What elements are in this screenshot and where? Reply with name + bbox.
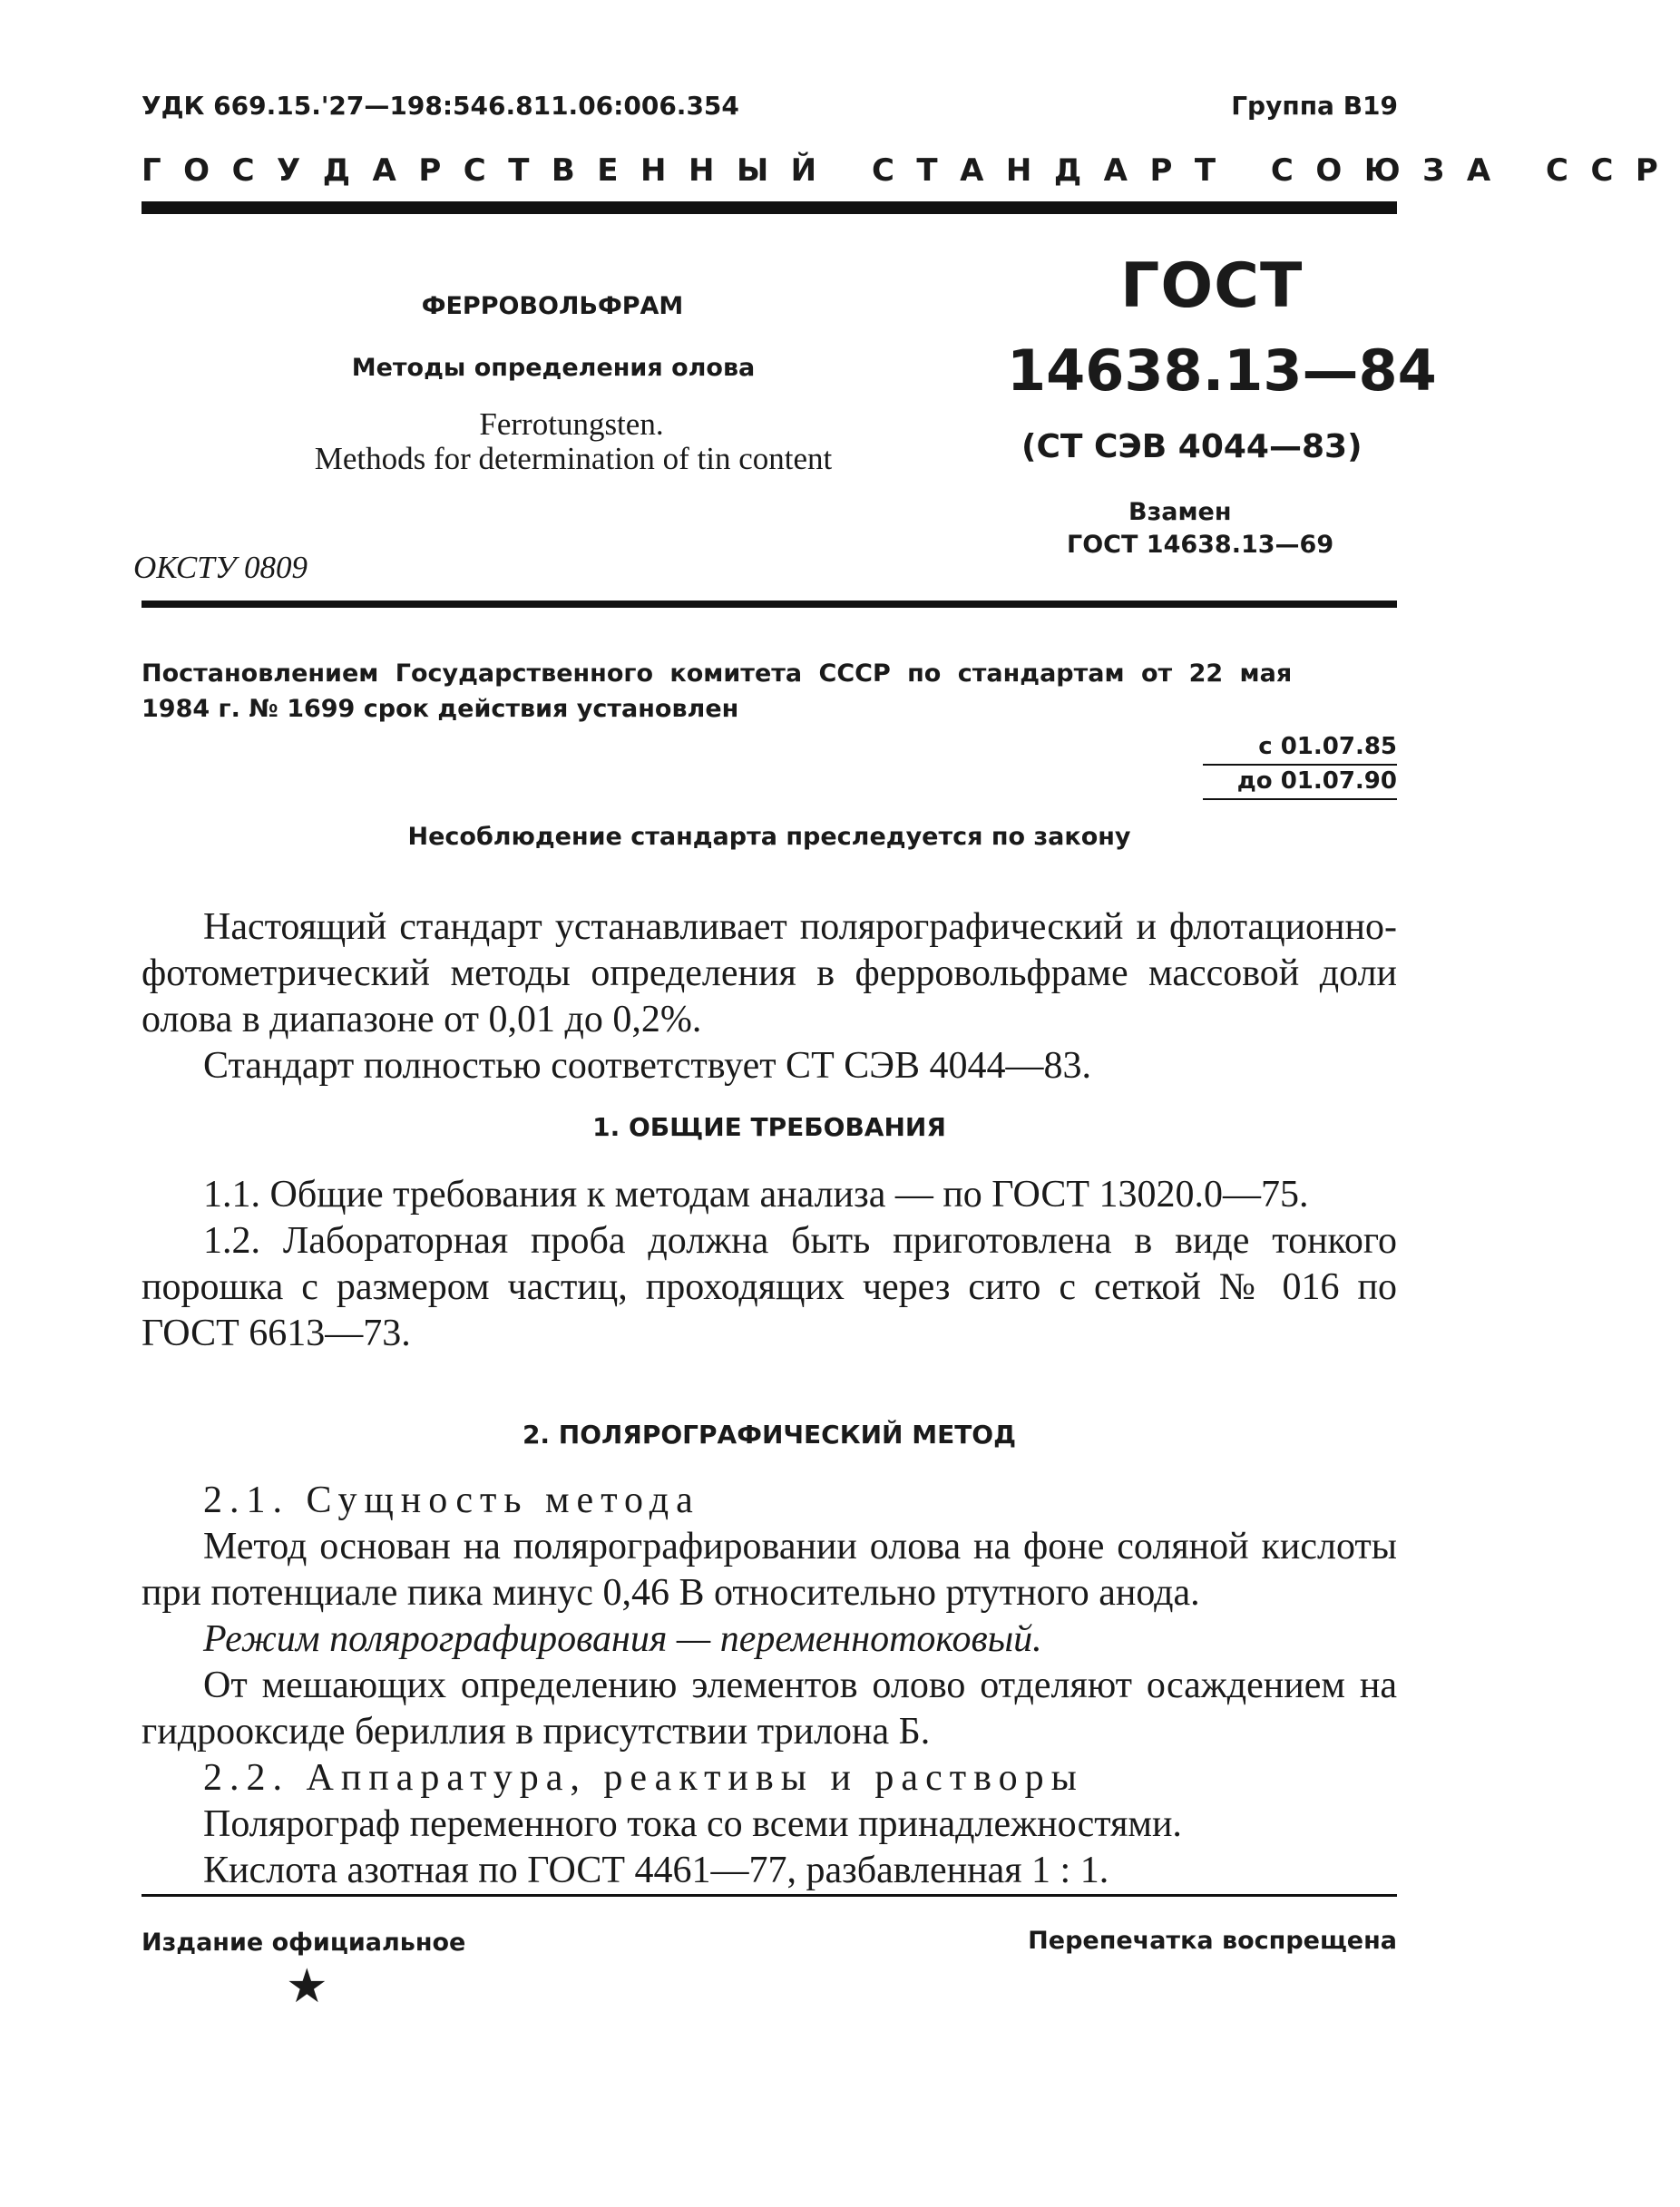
official-edition: Издание официальное [142, 1929, 466, 1957]
english-title-line1: Ferrotungsten. [479, 406, 664, 442]
gost-number: 14638.13—84 [1007, 337, 1437, 404]
section-2-heading: 2. ПОЛЯРОГРАФИЧЕСКИЙ МЕТОД [522, 1420, 1017, 1450]
replaces-standard: ГОСТ 14638.13—69 [1067, 531, 1334, 559]
validity-rule-2 [1203, 798, 1397, 800]
intro-paragraph: Настоящий стандарт устанавливает полярографический и флотационно-фотометрический методы определения в ферровольфраме массовой доли олова в диапазоне от 0,01 до 0,2%. [142, 906, 1397, 1040]
legal-warning: Несоблюдение стандарта преследуется по закону [407, 823, 1131, 851]
gost-label: ГОСТ [1120, 250, 1304, 322]
intro-block [142, 904, 1397, 1089]
clause-2-1-title: 2.1. Сущность метода [203, 1479, 700, 1521]
conformity-paragraph: Стандарт полностью соответствует СТ СЭВ 4044—83. [203, 1045, 1091, 1087]
clause-1-2: 1.2. Лабораторная проба должна быть приготовлена в виде тонкого порошка с размером частиц, проходящих через сито с сеткой № 016 по ГОСТ 6613—73. [142, 1220, 1397, 1354]
validity-rule-1 [1203, 764, 1397, 766]
clause-2-2-nitric-acid: Кислота азотная по ГОСТ 4461—77, разбавленная 1 : 1. [203, 1850, 1109, 1891]
star-icon: ★ [286, 1959, 328, 2014]
validity-from: с 01.07.85 [1258, 733, 1397, 760]
reprint-prohibited: Перепечатка воспрещена [1028, 1927, 1397, 1955]
clause-2-1-mode: Режим полярографирования — переменнотоковый. [203, 1618, 1042, 1660]
group-code: Группа В19 [1231, 91, 1398, 121]
st-sev-reference: (СТ СЭВ 4044—83) [1021, 428, 1363, 465]
section-1-heading: 1. ОБЩИЕ ТРЕБОВАНИЯ [592, 1112, 946, 1142]
clause-1-1: 1.1. Общие требования к методам анализа — по ГОСТ 13020.0—75. [203, 1174, 1309, 1216]
okstu-code: ОКСТУ 0809 [133, 550, 308, 585]
clause-2-1-text: Метод основан на полярографировании олова на фоне соляной кислоты при потенциале пика минус 0,46 В относительно ртутного анода. [142, 1526, 1397, 1614]
clause-2-2-polarograph: Полярограф переменного тока со всеми принадлежностями. [203, 1803, 1182, 1845]
udk-code: УДК 669.15.'27—198:546.811.06:006.354 [142, 91, 739, 121]
title-block-rule [142, 601, 1397, 608]
english-title-line2: Methods for determination of tin content [314, 441, 833, 476]
section-2-body [142, 1478, 1397, 1894]
footer-rule [142, 1894, 1397, 1897]
banner-rule [142, 201, 1397, 214]
validity-to: до 01.07.90 [1236, 767, 1397, 795]
clause-2-2-title: 2.2. Аппаратура, реактивы и растворы [203, 1757, 1084, 1799]
decree-line-2: 1984 г. № 1699 срок действия установлен [142, 695, 739, 723]
clause-2-1-separation: От мешающих определению элементов олово отделяют осаждением на гидрооксиде бериллия в присутствии трилона Б. [142, 1665, 1397, 1753]
document-subtitle: Методы определения олова [351, 354, 756, 382]
document-title: ФЕРРОВОЛЬФРАМ [421, 292, 684, 320]
decree-line-1: Постановлением Государственного комитета СССР по стандартам от 22 мая [142, 659, 1293, 688]
replaces-label: Взамен [1128, 498, 1232, 526]
section-1-body [142, 1172, 1397, 1357]
state-standard-banner: ГОСУДАРСТВЕННЫЙ СТАНДАРТ СОЮЗА ССР [142, 152, 1680, 189]
